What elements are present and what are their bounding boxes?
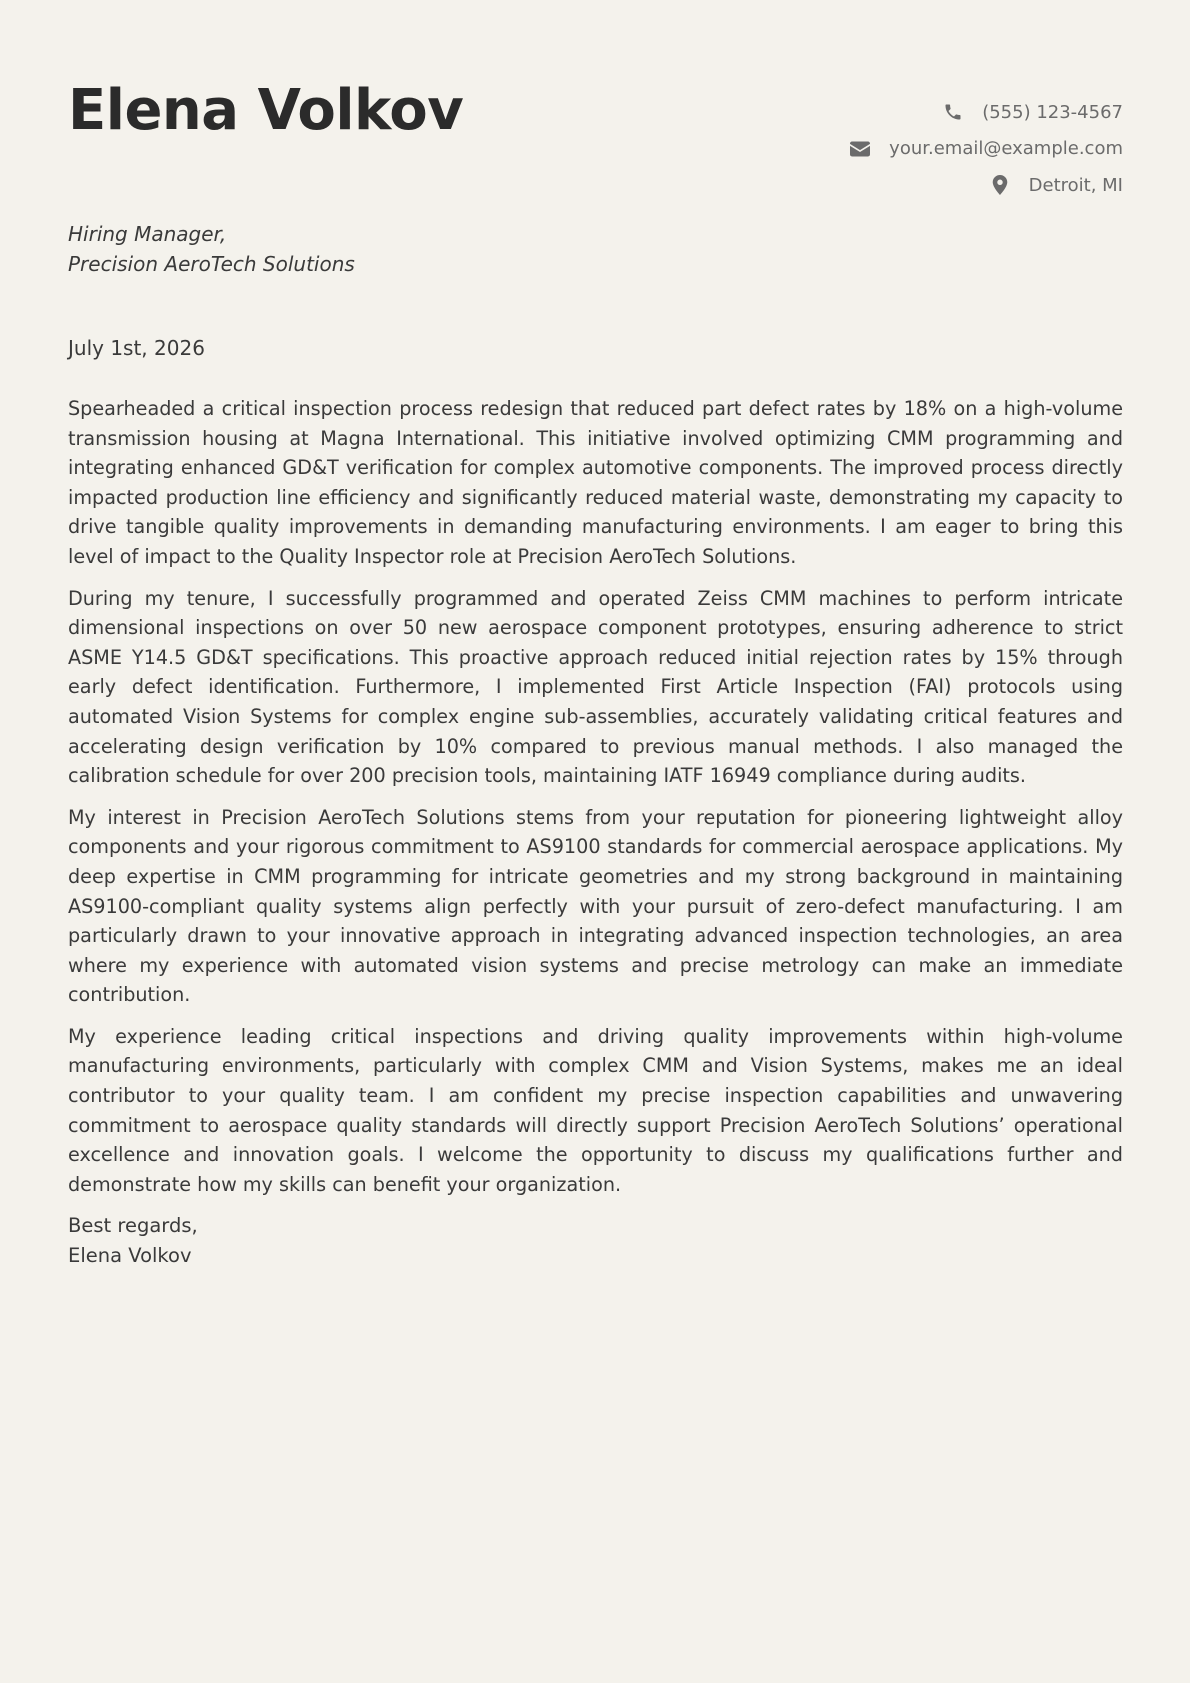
contact-info (849, 94, 1123, 204)
letter-date: July 1st, 2026 (68, 336, 205, 360)
location-text: Detroit, MI (1028, 174, 1123, 196)
contact-location (849, 167, 1123, 204)
closing-salutation: Best regards, (68, 1214, 198, 1238)
contact-phone (849, 94, 1123, 131)
recipient-company: Precision AeroTech Solutions (68, 251, 355, 276)
recipient-block (68, 220, 355, 279)
applicant-name: Elena Volkov (68, 78, 464, 143)
phone-icon (942, 101, 964, 123)
contact-email (849, 131, 1123, 168)
body-paragraph: My experience leading critical inspections and driving quality improvements within high-volume manufacturing environments, particularly with complex CMM and Vision Systems, makes me an ideal contributor to your quality team. I am confident my precise inspection capabilities and unwavering commitment to aerospace quality standards will directly support Precision AeroTech Solutions’ operational excellence and innovation goals. I welcome the opportunity to discuss my qualifications further and demonstrate how my skills can benefit your organization. (68, 1024, 1123, 1196)
envelope-icon (849, 138, 871, 160)
body-paragraph: My interest in Precision AeroTech Solutions stems from your reputation for pioneering lightweight alloy components and your rigorous commitment to AS9100 standards for commercial aerospace applications. My deep expertise in CMM programming for intricate geometries and my strong background in maintaining AS9100-compliant quality systems align perfectly with your pursuit of zero-defect manufacturing. I am particularly drawn to your innovative approach in integrating advanced inspection technologies, an area where my experience with automated vision systems and precise metrology can make an immediate contribution. (68, 805, 1123, 1007)
email-text[interactable]: your.email@example.com (889, 138, 1123, 160)
letter-body (68, 394, 1123, 1271)
recipient-title: Hiring Manager, (68, 222, 227, 246)
phone-text[interactable]: (555) 123-4567 (982, 101, 1123, 123)
cover-letter-page (68, 74, 1123, 1268)
closing-signature: Elena Volkov (68, 1244, 192, 1268)
letter-header (68, 74, 1123, 204)
map-pin-icon (989, 174, 1011, 196)
body-paragraph: During my tenure, I successfully programmed and operated Zeiss CMM machines to perform intricate dimensional inspections on over 50 new aerospace component prototypes, ensuring adherence to strict ASME Y14.5 GD&T specifications. This proactive approach reduced initial rejection rates by 15% through early defect identification. Furthermore, I implemented First Article Inspection (FAI) protocols using automated Vision Systems for complex engine sub-assemblies, accurately validating critical features and accelerating design verification by 10% compared to previous manual methods. I also managed the calibration schedule for over 200 precision tools, maintaining IATF 16949 compliance during audits. (68, 586, 1123, 788)
body-paragraph: Spearheaded a critical inspection process redesign that reduced part defect rates by 18% on a high-volume transmission housing at Magna International. This initiative involved optimizing CMM programming and integrating enhanced GD&T verification for complex automotive components. The improved process directly impacted production line efficiency and significantly reduced material waste, demonstrating my capacity to drive tangible quality improvements in demanding manufacturing environments. I am eager to bring this level of impact to the Quality Inspector role at Precision AeroTech Solutions. (68, 397, 1123, 568)
letter-closing (68, 1211, 1123, 1270)
